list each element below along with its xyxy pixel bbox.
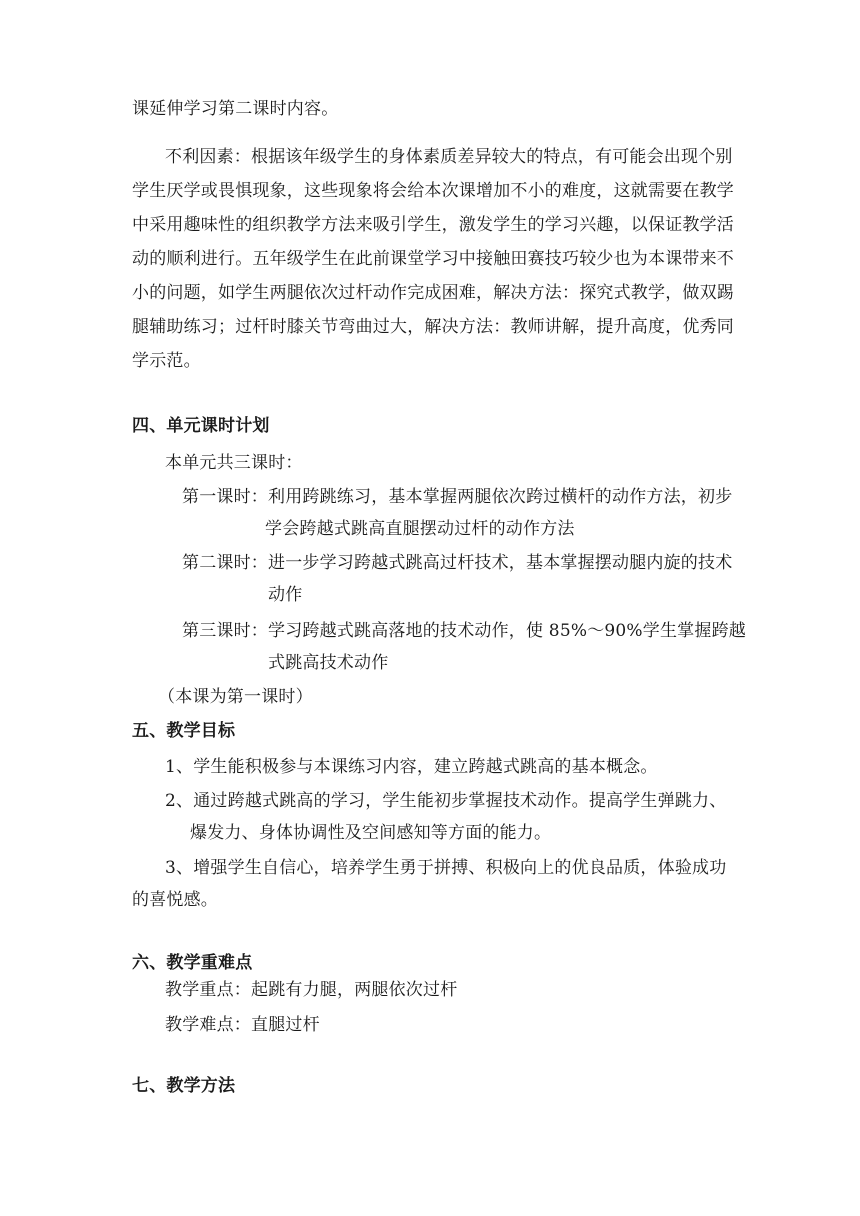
paragraph-line: 小的问题，如学生两腿依次过杆动作完成困难，解决方法：探究式教学，做双踢 — [132, 283, 734, 303]
goal-item: 2、通过跨越式跳高的学习，学生能初步掌握技术动作。提高学生弹跳力、 — [165, 791, 727, 811]
lesson-2-line: 动作 — [268, 585, 303, 605]
section-heading-methods: 七、教学方法 — [132, 1076, 236, 1096]
section-heading-unit-plan: 四、单元课时计划 — [132, 416, 270, 436]
unit-plan-intro: 本单元共三课时： — [165, 453, 303, 473]
lesson-3-line: 式跳高技术动作 — [268, 653, 389, 673]
goal-item: 1、学生能积极参与本课练习内容，建立跨越式跳高的基本概念。 — [165, 757, 658, 777]
section-heading-key-points: 六、教学重难点 — [132, 953, 253, 973]
goal-item: 的喜悦感。 — [132, 890, 218, 910]
goal-item: 爆发力、身体协调性及空间感知等方面的能力。 — [190, 823, 552, 843]
key-point-line: 教学重点：起跳有力腿，两腿依次过杆 — [165, 980, 458, 1000]
lesson-1-line: 第一课时：利用跨跳练习，基本掌握两腿依次跨过横杆的动作方法，初步 — [182, 487, 733, 507]
paragraph-line: 腿辅助练习；过杆时膝关节弯曲过大，解决方法：教师讲解，提升高度，优秀同 — [132, 317, 734, 337]
paragraph-line: 中采用趣味性的组织教学方法来吸引学生，激发学生的学习兴趣，以保证教学活 — [132, 215, 734, 235]
paragraph-line: 学生厌学或畏惧现象，这些现象将会给本次课增加不小的难度，这就需要在教学 — [132, 181, 734, 201]
lesson-3-line: 第三课时：学习跨越式跳高落地的技术动作，使 85%～90%学生掌握跨越 — [182, 621, 746, 641]
paragraph-line: 学示范。 — [132, 351, 201, 371]
lesson-1-line: 学会跨越式跳高直腿摆动过杆的动作方法 — [265, 519, 575, 539]
goal-item: 3、增强学生自信心，培养学生勇于拼搏、积极向上的优良品质，体验成功 — [165, 858, 727, 878]
lesson-2-line: 第二课时：进一步学习跨越式跳高过杆技术，基本掌握摆动腿内旋的技术 — [182, 553, 733, 573]
current-lesson-note: （本课为第一课时） — [158, 687, 313, 707]
section-heading-goals: 五、教学目标 — [132, 721, 236, 741]
paragraph-line: 课延伸学习第二课时内容。 — [132, 99, 339, 119]
paragraph-line: 动的顺利进行。五年级学生在此前课堂学习中接触田赛技巧较少也为本课带来不 — [132, 249, 734, 269]
difficult-point-line: 教学难点：直腿过杆 — [165, 1015, 320, 1035]
paragraph-line: 不利因素：根据该年级学生的身体素质差异较大的特点，有可能会出现个别 — [165, 147, 733, 167]
